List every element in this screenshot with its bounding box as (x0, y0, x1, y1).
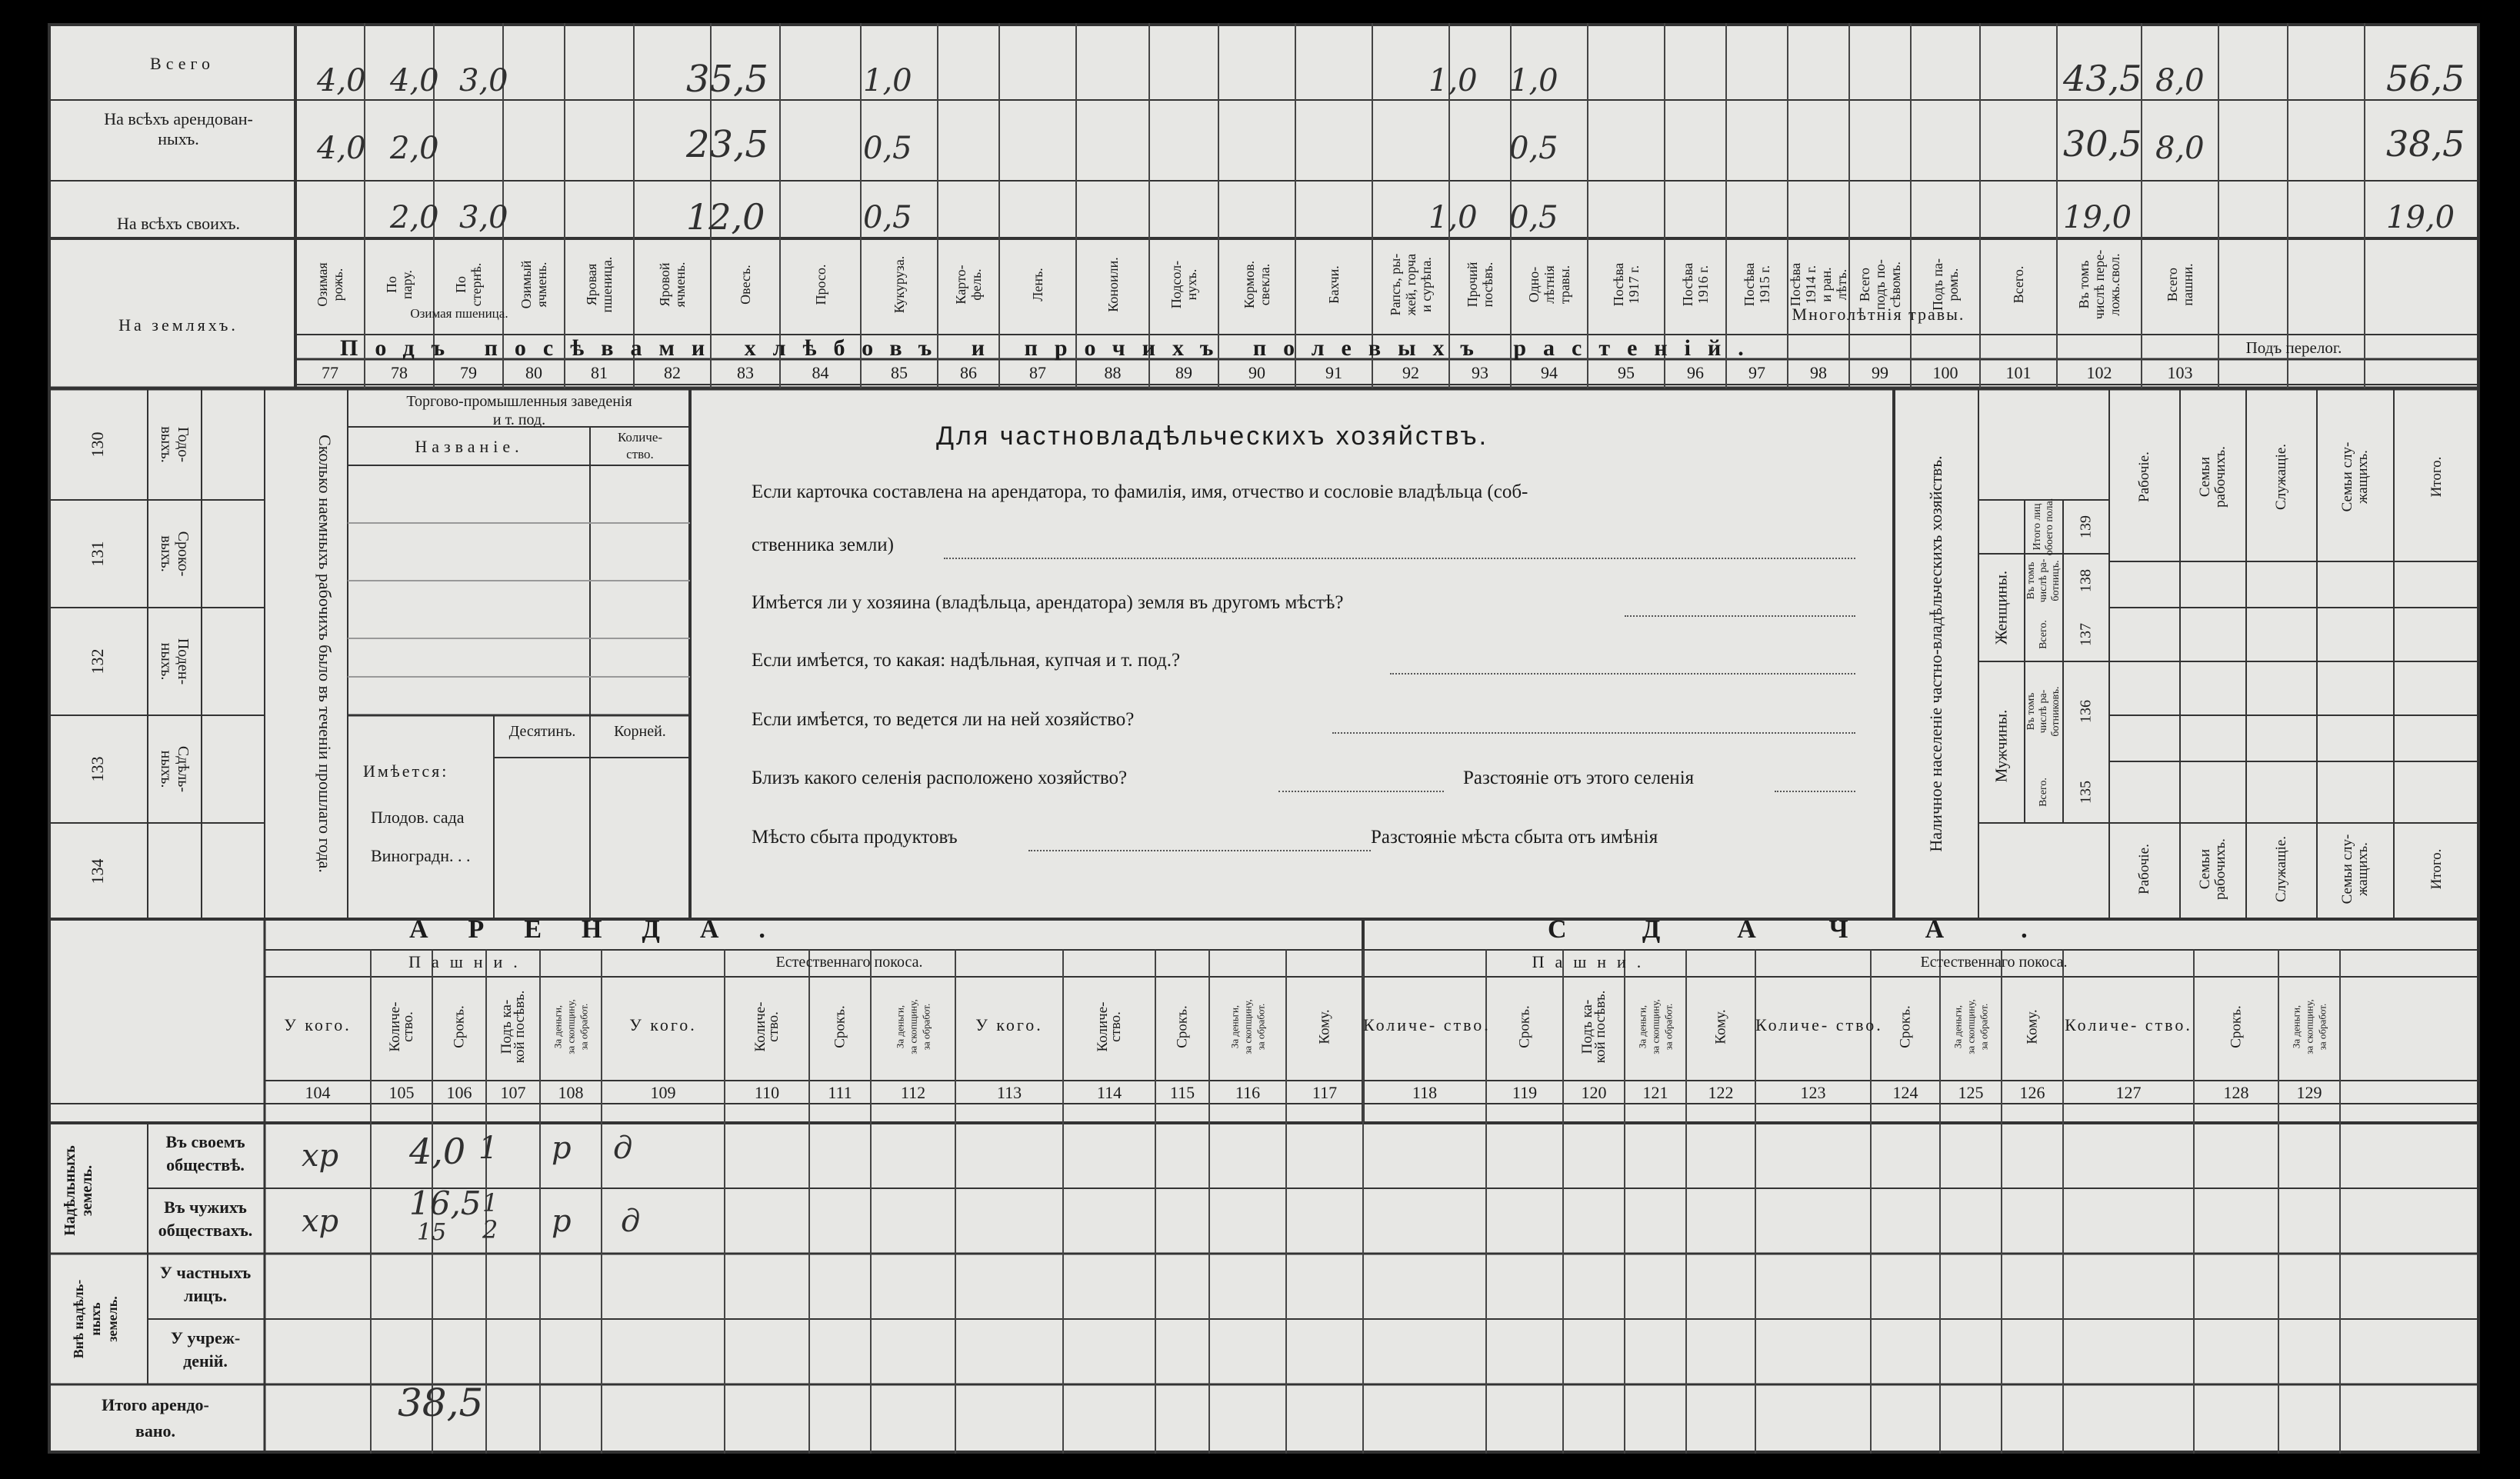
right-col-bottom-1: Семьи рабочихъ. (2197, 838, 2228, 900)
top-col-label-103: Всего пашни. (2165, 263, 2195, 306)
arenda-title: АРЕНДА. (409, 915, 805, 944)
bottom-col-label-115: Срокъ. (1174, 1005, 1191, 1048)
top-col-num-87: 87 (1029, 363, 1046, 382)
hw-svoih-91: 1,0 (1428, 200, 1478, 235)
hired-workers-label: Сколько наемныхъ рабочихъ было въ теченіи прошлаго года. (315, 435, 335, 873)
hw-vsego-84: 1,0 (863, 63, 912, 98)
top-col-label-90: Кормов. свекла. (1242, 260, 1272, 309)
bottom-col-num-112: 112 (900, 1083, 926, 1102)
top-col-num-86: 86 (960, 363, 977, 382)
sdacha-title: СДАЧА. (1548, 915, 2105, 944)
sdacha-pokos: Естественнаго покоса. (1920, 954, 2068, 971)
hw-row2-srok: 1 (482, 1188, 498, 1218)
hw-svoih-92: 0,5 (1509, 200, 1558, 235)
top-col-label-82: Яровой ячмень. (657, 261, 688, 308)
bottom-col-label-110: Количе- ство. (752, 1001, 782, 1052)
hw-row2-posev: р (552, 1204, 572, 1239)
bottom-col-label-105: Количе- ство. (387, 1001, 416, 1052)
top-col-label-94: Одно- лѣтнія травы. (1526, 265, 1572, 305)
hw-arend-82: 23,5 (686, 123, 768, 166)
hw-row2-kogo: хр (302, 1204, 339, 1239)
bottom-col-label-127: Количе- ство. (2065, 1015, 2192, 1034)
trade-name-header: Названіе. (415, 437, 524, 456)
women-label: Женщины. (1992, 570, 2011, 645)
bottom-col-num-108: 108 (558, 1083, 584, 1102)
arenda-pokos: Естественнаго покоса. (775, 954, 923, 971)
top-col-num-85: 85 (891, 363, 908, 382)
bottom-col-label-104: У кого. (284, 1015, 352, 1034)
top-col-num-88: 88 (1104, 363, 1122, 382)
question-owner-cont: ственника земли) (752, 535, 894, 555)
bottom-col-num-120: 120 (1581, 1083, 1607, 1102)
hw-arend-77: 4,0 (317, 131, 366, 166)
bottom-col-num-113: 113 (996, 1083, 1022, 1102)
bottom-col-num-125: 125 (1958, 1083, 1984, 1102)
right-col-bottom-4: Итого. (2428, 848, 2445, 890)
bottom-col-label-117: Кому. (1316, 1009, 1333, 1044)
bottom-col-num-128: 128 (2223, 1083, 2249, 1102)
bottom-col-num-122: 122 (1708, 1083, 1734, 1102)
bottom-col-num-107: 107 (500, 1083, 526, 1102)
bottom-col-num-127: 127 (2115, 1083, 2142, 1102)
right-col-bottom-2: Служащіе. (2273, 835, 2289, 903)
hw-row2-srok-b: 2 (482, 1215, 498, 1244)
hw-arend-84: 0,5 (863, 131, 912, 166)
bottom-col-label-109: У кого. (629, 1015, 697, 1034)
hw-vsego-77: 4,0 (317, 63, 366, 98)
bottom-col-num-121: 121 (1642, 1083, 1668, 1102)
sdacha-pashni: Пашни. (1532, 952, 1652, 971)
top-col-label-79: По стернѣ. (453, 262, 484, 307)
bottom-col-label-113: У кого. (975, 1015, 1043, 1034)
right-col-bottom-3: Семьи слу- жащихъ. (2339, 834, 2371, 904)
pop-col-label-135: Всего. (2038, 778, 2049, 807)
top-col-label-77: Озимая рожь. (315, 262, 345, 307)
top-col-num-96: 96 (1687, 363, 1704, 382)
hw-row1-posev: р (552, 1131, 572, 1166)
right-col-top-0: Рабочіе. (2136, 451, 2152, 502)
pop-col-num-139: 139 (2077, 515, 2095, 538)
vineyard-label: Виноградн. . . (371, 846, 471, 865)
top-col-label-98: Посѣва 1914 г. и ран. лѣтъ. (1788, 262, 1849, 307)
bottom-col-label-107: Подъ ка- кой посѣвъ. (498, 990, 528, 1064)
nadel-label: Надѣльныхъ земель. (62, 1145, 95, 1236)
census-card (48, 23, 2480, 1454)
pop-col-label-137: Всего. (2038, 620, 2049, 649)
bottom-col-num-111: 111 (828, 1083, 852, 1102)
question-farming: Если имѣется, то ведется ли на ней хозяйство? (752, 709, 1135, 730)
top-col-label-80: Озимый ячмень. (518, 260, 549, 309)
top-col-label-101: Всего. (2011, 265, 2026, 304)
hw-row1-srok: 1 (478, 1131, 498, 1166)
bottom-col-label-121: За деньги, за скопщину, за обработ. (1636, 999, 1675, 1054)
hw-svoih-84: 0,5 (863, 200, 912, 235)
answer-line-distance-village[interactable] (1775, 791, 1855, 792)
bottom-col-num-109: 109 (650, 1083, 676, 1102)
vne-nadel-label: Внѣ надѣль- ныхъ земель. (71, 1279, 120, 1359)
hw-vsego-100: 8,0 (2155, 63, 2205, 98)
bottom-col-label-122: Кому. (1712, 1009, 1729, 1044)
top-col-num-95: 95 (1618, 363, 1635, 382)
bottom-col-label-106: Срокъ. (451, 1005, 468, 1048)
bottom-col-num-124: 124 (1892, 1083, 1918, 1102)
top-col-label-93: Прочий посѣвъ. (1465, 261, 1495, 308)
bottom-col-num-115: 115 (1169, 1083, 1195, 1102)
row-label-svoih: На всѣхъ своихъ. (117, 214, 240, 233)
answer-line-other-land[interactable] (1625, 615, 1855, 617)
bottom-col-num-123: 123 (1800, 1083, 1826, 1102)
hw-vsego-99: 43,5 (2063, 58, 2142, 99)
pop-col-label-136: Въ томъ числѣ ра- ботниковъ. (2025, 686, 2062, 737)
top-col-num-94: 94 (1541, 363, 1558, 382)
top-col-label-85: Кукуруза. (892, 255, 907, 314)
top-col-label-87: Ленъ. (1030, 268, 1045, 301)
top-col-num-93: 93 (1472, 363, 1488, 382)
men-label: Мужчины. (1992, 709, 2011, 783)
hw-svoih-79: 3,0 (459, 200, 508, 235)
question-other-land: Имѣется ли у хозяина (владѣльца, арендатора) земля въ другомъ мѣстѣ? (752, 592, 1344, 613)
top-col-num-90: 90 (1248, 363, 1265, 382)
pop-col-num-136: 136 (2077, 700, 2095, 723)
top-col-num-78: 78 (391, 363, 408, 382)
hw-arend-78: 2,0 (390, 131, 439, 166)
pop-col-label-139: Итого лиц обоего пола. (2032, 498, 2055, 556)
top-col-num-82: 82 (664, 363, 681, 382)
garden-label: Плодов. сада (371, 808, 465, 827)
bottom-col-num-129: 129 (2296, 1083, 2322, 1102)
top-col-label-84: Просо. (812, 264, 828, 305)
bottom-col-label-123: Количе- ство. (1755, 1015, 1883, 1034)
right-col-top-3: Семьи слу- жащихъ. (2339, 441, 2371, 512)
perelog-label: Подъ перелог. (2245, 338, 2342, 357)
korney-header: Корней. (614, 723, 666, 740)
top-col-num-79: 79 (460, 363, 477, 382)
answer-line-village[interactable] (1278, 791, 1444, 792)
top-col-label-91: Бахчи. (1326, 265, 1342, 304)
top-col-num-84: 84 (812, 363, 829, 382)
has-label: Имѣется: (363, 761, 449, 781)
top-col-label-86: Карто- фель. (953, 265, 984, 305)
form-title: Для частновладѣльческихъ хозяйствъ. (936, 421, 1489, 451)
bottom-col-num-114: 114 (1096, 1083, 1122, 1102)
bottom-col-label-125: За деньги, за скопщину, за обработ. (1952, 999, 1990, 1054)
bottom-col-num-116: 116 (1235, 1083, 1261, 1102)
row-itogo-arendovano: Итого арендо- вано. (102, 1395, 209, 1441)
answer-line-land-type[interactable] (1390, 673, 1855, 675)
hw-svoih-103: 19,0 (2386, 200, 2455, 235)
row-svoem-obshchestve: Въ своемъ обществѣ. (165, 1132, 245, 1174)
hw-itogo: 38,5 (398, 1381, 484, 1425)
top-col-label-99: Всего подъ по- сѣвомъ. (1857, 259, 1903, 310)
top-col-label-100: Подъ па- ромъ. (1930, 258, 1961, 311)
hw-arend-103: 38,5 (2386, 123, 2465, 165)
top-col-num-83: 83 (737, 363, 754, 382)
top-col-num-101: 101 (2005, 363, 2032, 382)
top-col-num-80: 80 (525, 363, 542, 382)
hw-row2-qty: 16,5 (409, 1184, 482, 1222)
bottom-col-num-119: 119 (1512, 1083, 1538, 1102)
bottom-col-label-119: Срокъ. (1516, 1005, 1533, 1048)
row-chastnyh-lits: У частныхъ лицъ. (159, 1263, 252, 1305)
top-col-num-102: 102 (2086, 363, 2112, 382)
ozimaya-pshenitsa-label: Озимая пшеница. (410, 306, 508, 321)
answer-line-market[interactable] (1028, 850, 1371, 851)
hw-svoih-82: 12,0 (686, 196, 765, 238)
hired-col-label-132: Поден- ныхъ. (158, 638, 192, 685)
top-col-num-92: 92 (1402, 363, 1419, 382)
right-col-bottom-0: Рабочіе. (2136, 844, 2152, 894)
question-owner: Если карточка составлена на арендатора, то фамилія, имя, отчество и сословіе владѣльца (соб- (752, 481, 1528, 502)
bottom-col-num-110: 110 (754, 1083, 780, 1102)
hw-vsego-91: 1,0 (1428, 63, 1478, 98)
top-col-num-81: 81 (591, 363, 608, 382)
bottom-col-label-124: Срокъ. (1897, 1005, 1914, 1048)
grid-lines (48, 23, 2480, 1454)
top-col-label-102: Въ томъ числѣ пере- ложь.свол. (2076, 249, 2122, 320)
top-col-num-99: 99 (1872, 363, 1888, 382)
pop-col-num-138: 138 (2077, 569, 2095, 592)
hired-col-num-132: 132 (88, 648, 107, 675)
arenda-pashni: Пашни. (408, 952, 528, 971)
bottom-col-label-128: Срокъ. (2228, 1005, 2245, 1048)
hired-col-label-131: Сроко- выхъ. (158, 531, 192, 577)
right-col-top-2: Служащіе. (2273, 443, 2289, 511)
desyatin-header: Десятинъ. (508, 723, 576, 740)
hw-vsego-78: 4,0 (390, 63, 439, 98)
top-col-label-96: Посѣва 1916 г. (1680, 262, 1711, 307)
side-label-na-zemlyah: На земляхъ. (118, 315, 238, 335)
hw-row2-qty-b: 15 (417, 1219, 447, 1246)
top-col-num-91: 91 (1325, 363, 1342, 382)
top-col-label-83: Овесъ. (738, 265, 753, 305)
trade-title: Торгово-промышленныя заведенія и т. под. (406, 393, 632, 428)
banner-label: Подъ посѣвами хлѣбовъ и прочихъ полевыхъ растеній. (340, 335, 1761, 361)
hired-col-num-131: 131 (88, 541, 107, 567)
bottom-col-label-112: За деньги, за скопщину, за обработ. (894, 999, 932, 1054)
bottom-col-num-118: 118 (1412, 1083, 1438, 1102)
top-col-label-78: По пару. (384, 269, 415, 300)
question-distance-market: Разстояніе мѣста сбыта отъ имѣнія (1371, 827, 1658, 848)
hw-row1-kogo: хр (302, 1138, 339, 1174)
hired-col-num-133: 133 (88, 756, 107, 782)
top-col-num-89: 89 (1175, 363, 1192, 382)
bottom-col-num-117: 117 (1312, 1083, 1338, 1102)
bottom-col-label-116: За деньги, за скопщину, за обработ. (1228, 999, 1267, 1054)
bottom-col-label-129: За деньги, за скопщину, за обработ. (2290, 999, 2328, 1054)
hw-vsego-92: 1,0 (1509, 63, 1558, 98)
bottom-col-label-108: За деньги, за скопщину, за обработ. (552, 999, 590, 1054)
pop-col-num-137: 137 (2077, 623, 2095, 646)
top-col-num-77: 77 (322, 363, 338, 382)
top-col-num-97: 97 (1748, 363, 1765, 382)
bottom-col-num-126: 126 (2019, 1083, 2045, 1102)
question-distance-village: Разстояніе отъ этого селенія (1463, 768, 1695, 788)
row-chuzhih-obshchestvah: Въ чужихъ обществахъ. (158, 1198, 253, 1240)
bottom-col-label-120: Подъ ка- кой посѣвъ. (1579, 990, 1608, 1064)
hw-arend-99: 30,5 (2063, 123, 2142, 165)
pop-col-num-135: 135 (2077, 781, 2095, 804)
hw-svoih-78: 2,0 (390, 200, 439, 235)
answer-line-owner[interactable] (944, 558, 1855, 559)
hw-vsego-103: 56,5 (2386, 58, 2465, 99)
bottom-col-label-114: Количе- ство. (1095, 1001, 1124, 1052)
bottom-col-num-104: 104 (305, 1083, 331, 1102)
hw-arend-92: 0,5 (1509, 131, 1558, 166)
top-col-label-89: Подсол- нухъ. (1168, 260, 1199, 309)
bottom-col-num-105: 105 (388, 1083, 415, 1102)
hw-row1-qty: 4,0 (409, 1131, 466, 1172)
hw-row2-oplata: д (621, 1204, 641, 1239)
hw-vsego-82: 35,5 (686, 58, 768, 101)
pop-col-label-138: Въ томъ числѣ ра- ботницъ. (2025, 558, 2062, 603)
row-label-arendovannyh: На всѣхъ арендован- ныхъ. (104, 109, 253, 148)
bottom-col-label-118: Количе- ство. (1363, 1015, 1491, 1034)
top-col-num-103: 103 (2167, 363, 2193, 382)
top-col-label-92: Рапсъ, ры- жей, горча и сурѣпа. (1388, 253, 1434, 316)
hired-col-label-133: Сдѣль- ныхъ. (158, 745, 192, 793)
bottom-col-label-111: Срокъ. (832, 1005, 848, 1048)
top-col-label-88: Коноили. (1105, 257, 1121, 312)
hw-row1-oplata: д (613, 1131, 633, 1166)
hired-col-num-134: 134 (88, 858, 107, 884)
question-village: Близъ какого селенія расположено хозяйство? (752, 768, 1128, 788)
bottom-col-num-106: 106 (446, 1083, 472, 1102)
row-uchrezhdeniy: У учреж- деній. (170, 1328, 241, 1371)
answer-line-farming[interactable] (1332, 732, 1855, 734)
question-land-type: Если имѣется, то какая: надѣльная, купчая и т. под.? (752, 650, 1181, 671)
top-col-num-100: 100 (1932, 363, 1958, 382)
trade-qty-header: Количе- ство. (617, 430, 663, 461)
question-market: Мѣсто сбыта продуктовъ (752, 827, 958, 848)
top-col-num-98: 98 (1810, 363, 1827, 382)
top-col-label-97: Посѣва 1915 г. (1742, 262, 1772, 307)
hw-arend-100: 8,0 (2155, 131, 2205, 166)
hw-vsego-79: 3,0 (459, 63, 508, 98)
hired-col-label-130: Годо- выхъ. (158, 425, 192, 463)
mnogoletnie-label: Многолѣтнія травы. (1792, 305, 1965, 324)
bottom-col-label-126: Кому. (2024, 1009, 2041, 1044)
hw-svoih-99: 19,0 (2063, 200, 2132, 235)
population-label: Наличное населеніе частно-владѣльческихъ хозяйствъ. (1926, 455, 1945, 852)
right-col-top-1: Семьи рабочихъ. (2197, 446, 2228, 508)
row-label-vsego: Всего (150, 54, 215, 73)
top-col-label-81: Яровая пшеница. (584, 256, 615, 313)
hired-col-num-130: 130 (88, 431, 107, 457)
top-col-label-95: Посѣва 1917 г. (1611, 262, 1642, 307)
right-col-top-4: Итого. (2428, 456, 2445, 498)
